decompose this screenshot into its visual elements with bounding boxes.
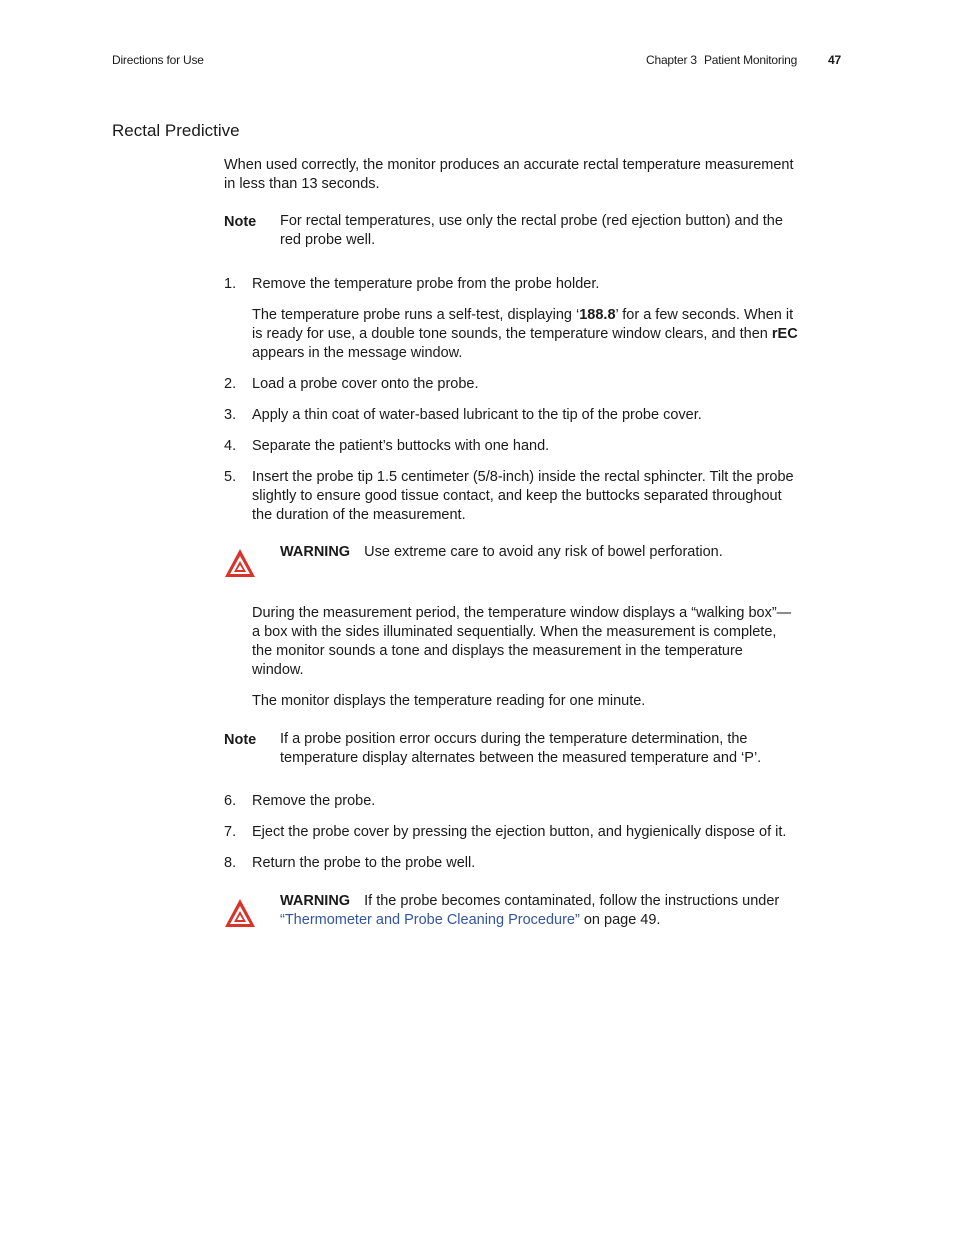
note-line: If a probe position error occurs during the temperature determination, the — [280, 731, 748, 747]
page-reference: on page 49. — [579, 912, 661, 928]
note-text — [280, 212, 783, 250]
step-text: Remove the probe. — [252, 793, 376, 809]
selftest-line: The temperature probe runs a self-test, displaying ‘188.8’ for a few seconds. When it — [252, 307, 794, 323]
warning-label: WARNING — [280, 893, 351, 909]
measurement-paragraph — [252, 604, 791, 680]
step-text: Eject the probe cover by pressing the ejection button, and hygienically dispose of it. — [252, 824, 787, 840]
warning-text — [280, 892, 779, 930]
step-number: 5. — [224, 469, 237, 485]
selftest-line: is ready for use, a double tone sounds, the temperature window clears, and then rEC — [252, 326, 798, 342]
chapter-label: Chapter 3 — [646, 53, 697, 67]
display-code: rEC — [771, 326, 798, 342]
note-text — [280, 730, 761, 768]
step-number: 3. — [224, 407, 237, 423]
step-number: 2. — [224, 376, 237, 392]
step-line: the duration of the measurement. — [252, 507, 466, 523]
note-line: For rectal temperatures, use only the rectal probe (red ejection button) and the — [280, 213, 783, 229]
running-header-left: Directions for Use — [112, 53, 204, 67]
step-text: Separate the patient’s buttocks with one hand. — [252, 438, 550, 454]
note-label: Note — [224, 214, 257, 230]
intro-line: When used correctly, the monitor produces an accurate rectal temperature measurement — [224, 157, 794, 173]
step-text: Apply a thin coat of water-based lubricant to the tip of the probe cover. — [252, 407, 702, 423]
selftest-line: appears in the message window. — [252, 345, 463, 361]
step-number: 6. — [224, 793, 237, 809]
display-code: 188.8 — [579, 307, 616, 323]
intro-paragraph — [224, 156, 794, 194]
cleaning-procedure-link[interactable]: “Thermometer and Probe Cleaning Procedure” — [280, 912, 580, 928]
intro-line: in less than 13 seconds. — [224, 176, 380, 192]
step-number: 4. — [224, 438, 237, 454]
warning-triangle-icon — [223, 547, 257, 579]
measurement-line: During the measurement period, the temperature window displays a “walking box”— — [252, 605, 792, 621]
note-line: temperature display alternates between the measured temperature and ‘P’. — [280, 750, 762, 766]
selftest-paragraph — [252, 306, 798, 363]
step-number: 1. — [224, 276, 237, 292]
warning-message: Use extreme care to avoid any risk of bowel perforation. — [364, 544, 723, 560]
step-text — [252, 468, 794, 525]
step-line: Insert the probe tip 1.5 centimeter (5/8-inch) inside the rectal sphincter. Tilt the probe — [252, 469, 794, 485]
chapter-title: Patient Monitoring — [704, 53, 798, 67]
measurement-line: a box with the sides illuminated sequentially. When the measurement is complete, — [252, 624, 777, 640]
step-line: slightly to ensure good tissue contact, and keep the buttocks separated throughout — [252, 488, 782, 504]
step-number: 7. — [224, 824, 237, 840]
warning-label: WARNING — [280, 544, 351, 560]
note-line: red probe well. — [280, 232, 376, 248]
reading-paragraph: The monitor displays the temperature reading for one minute. — [252, 693, 646, 709]
step-text: Remove the temperature probe from the probe holder. — [252, 276, 600, 292]
measurement-line: the monitor sounds a tone and displays the measurement in the temperature — [252, 643, 743, 659]
section-title: Rectal Predictive — [112, 121, 240, 140]
note-label: Note — [224, 732, 257, 748]
step-text: Load a probe cover onto the probe. — [252, 376, 479, 392]
warning-text — [280, 543, 723, 562]
warning-message: If the probe becomes contaminated, follow the instructions under — [364, 893, 780, 909]
measurement-line: window. — [252, 662, 304, 678]
step-number: 8. — [224, 855, 237, 871]
warning-triangle-icon — [223, 897, 257, 929]
page-number: 47 — [828, 53, 841, 67]
step-text: Return the probe to the probe well. — [252, 855, 476, 871]
